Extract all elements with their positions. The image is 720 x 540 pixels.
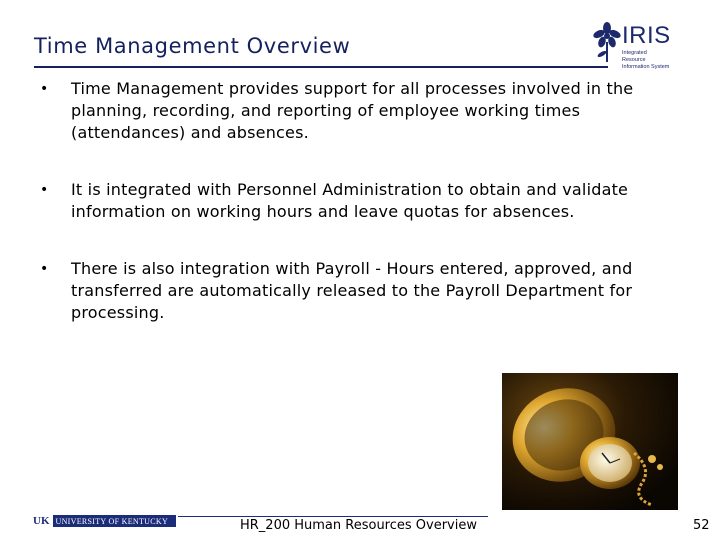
uk-mark: UK bbox=[30, 515, 53, 527]
slide-title: Time Management Overview bbox=[34, 34, 351, 58]
bullet-list bbox=[40, 78, 680, 359]
title-underline bbox=[34, 66, 608, 68]
iris-tagline: Integrated Resource Information System bbox=[622, 50, 670, 70]
page-number: 52 bbox=[693, 518, 710, 533]
bullet-item bbox=[40, 258, 680, 324]
bullet-text: It is integrated with Personnel Administration to obtain and validate information on working hours and leave quotas for absences. bbox=[71, 180, 629, 221]
bullet-text: There is also integration with Payroll - Hours entered, approved, and transferred are automatically released to the Payroll Department for processing. bbox=[71, 259, 633, 322]
bullet-icon: • bbox=[40, 261, 49, 277]
bullet-text: Time Management provides support for all processes involved in the planning, recording, and reporting of employee working times (attendances) and absences. bbox=[71, 79, 634, 142]
bullet-item bbox=[40, 179, 680, 223]
flower-icon bbox=[592, 20, 622, 68]
iris-logo bbox=[592, 20, 672, 68]
footer-divider bbox=[178, 516, 488, 517]
university-logo bbox=[30, 515, 176, 527]
university-name: UNIVERSITY OF KENTUCKY bbox=[55, 516, 169, 526]
footer-course: HR_200 Human Resources Overview bbox=[240, 518, 477, 533]
iris-wordmark: IRIS bbox=[622, 22, 671, 49]
bullet-icon: • bbox=[40, 182, 49, 198]
pocket-watch-image bbox=[502, 373, 678, 510]
bullet-item bbox=[40, 78, 680, 144]
bullet-icon: • bbox=[40, 81, 49, 97]
